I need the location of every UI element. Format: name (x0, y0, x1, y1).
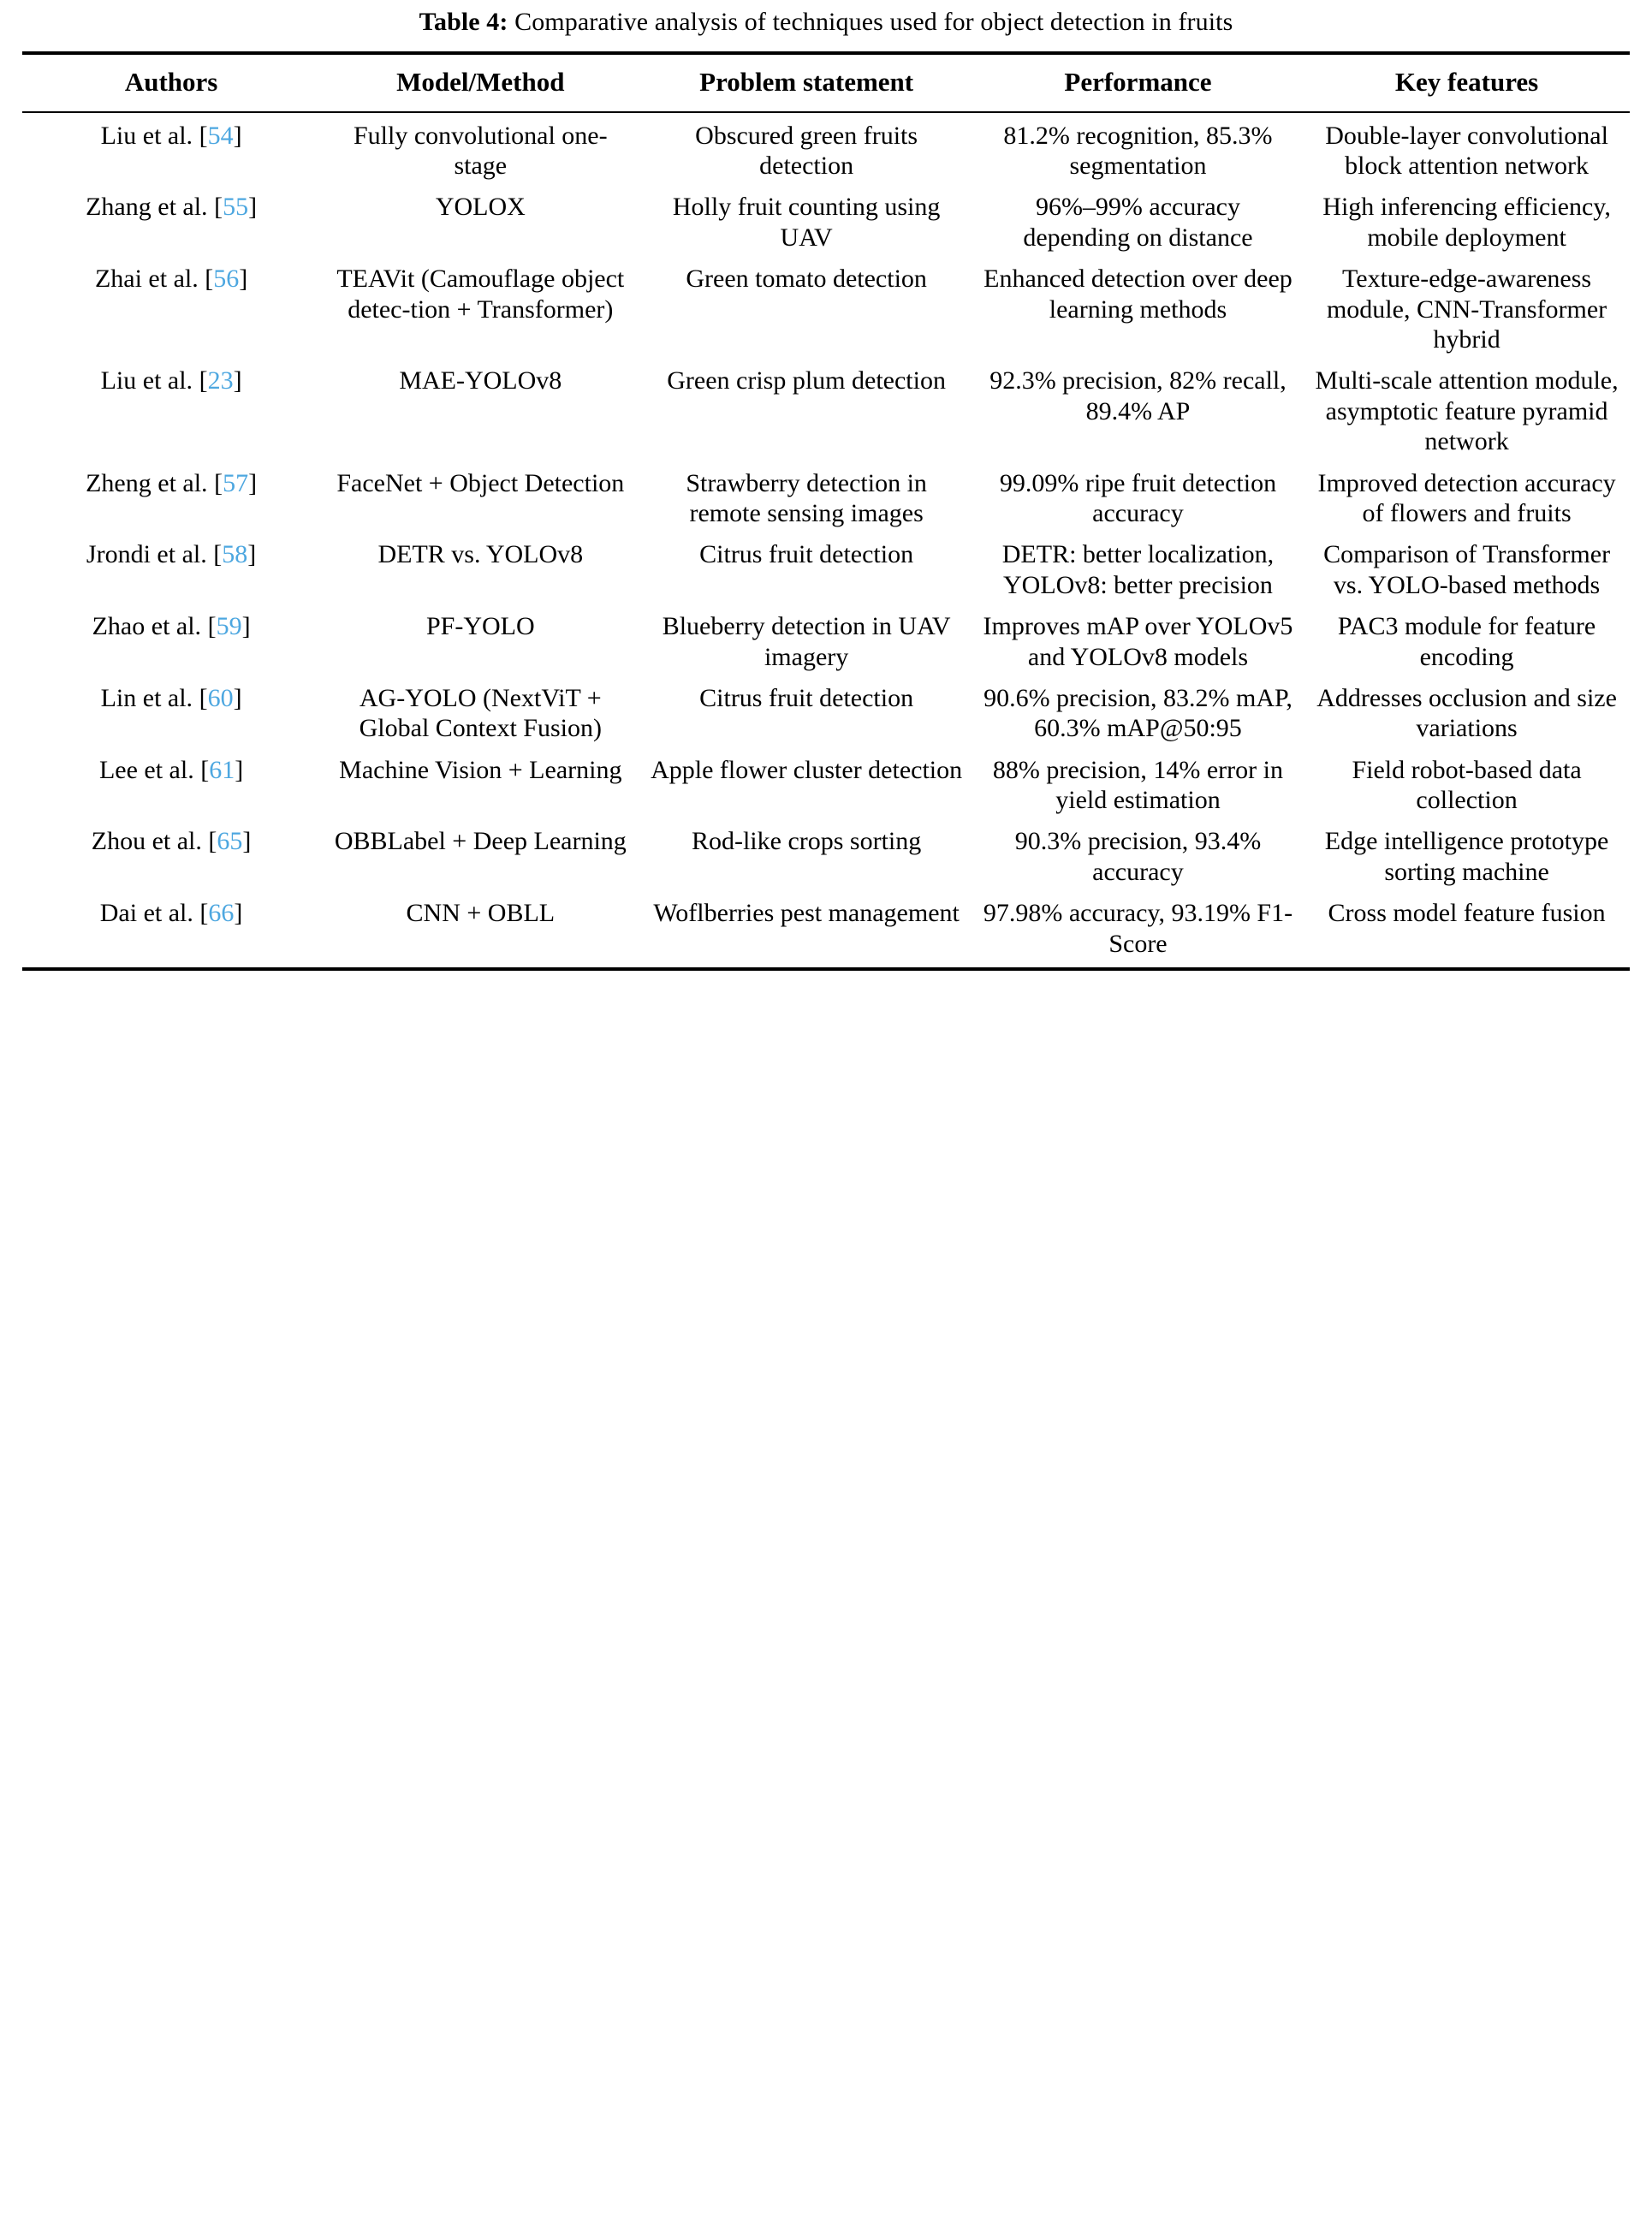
table-row (22, 747, 1630, 819)
citation-link[interactable]: 57 (223, 468, 249, 497)
citation-close-bracket: ] (235, 755, 244, 784)
citation-open-bracket: [ (199, 899, 209, 928)
cell-model-method: PF-YOLO (425, 612, 535, 641)
cell-problem-statement: Obscured green fruits detection (695, 121, 918, 181)
cell-performance: 92.3% precision, 82% recall, 89.4% AP (989, 366, 1287, 425)
citation-link[interactable]: 58 (222, 540, 248, 569)
cell-authors (22, 184, 320, 256)
cell-problem-statement: Woflberries pest management (653, 899, 960, 928)
table-caption (0, 0, 1652, 51)
cell-problem-statement: Citrus fruit detection (699, 540, 914, 569)
author-name: Zheng et al. (86, 468, 215, 497)
table-row (22, 184, 1630, 256)
cell-performance: Improves mAP over YOLOv5 and YOLOv8 models (983, 612, 1293, 671)
comparative-analysis-table (22, 51, 1630, 971)
citation-link[interactable]: 54 (207, 121, 234, 150)
cell-model-method: MAE-YOLOv8 (399, 366, 562, 395)
cell-key-features: Field robot-based data collection (1352, 755, 1582, 815)
cell-model-method: TEAVit (Camouflage object detec-tion + Transformer) (336, 265, 625, 324)
cell-key-features: Addresses occlusion and size variations (1316, 683, 1617, 743)
cell-performance: 81.2% recognition, 85.3% segmentation (1003, 121, 1273, 181)
citation-link[interactable]: 61 (209, 755, 235, 784)
citation-open-bracket: [ (207, 612, 217, 641)
column-header-performance: Performance (972, 53, 1304, 112)
citation-close-bracket: ] (233, 121, 242, 150)
cell-authors (22, 604, 320, 675)
citation-link[interactable]: 66 (208, 899, 235, 928)
citation-close-bracket: ] (247, 540, 257, 569)
citation-link[interactable]: 55 (223, 193, 249, 222)
table-caption-label: Table 4: (419, 8, 508, 36)
author-name: Lee et al. (98, 755, 201, 784)
cell-authors (22, 358, 320, 460)
table-caption-text: Comparative analysis of techniques used for object detection in fruits (508, 8, 1233, 36)
cell-authors (22, 818, 320, 890)
cell-performance: 90.3% precision, 93.4% accuracy (1014, 827, 1262, 886)
cell-performance: DETR: better localization, YOLOv8: better precision (1001, 540, 1275, 599)
cell-key-features: Texture-edge-awareness module, CNN-Transformer hybrid (1326, 265, 1607, 354)
cell-model-method: FaceNet + Object Detection (336, 468, 625, 497)
citation-open-bracket: [ (205, 265, 214, 294)
author-name: Zhao et al. (92, 612, 208, 641)
cell-key-features: Comparison of Transformer vs. YOLO-based methods (1323, 540, 1611, 599)
citation-link[interactable]: 59 (216, 612, 242, 641)
column-header-model-method: Model/Method (320, 53, 640, 112)
author-name: Lin et al. (100, 683, 199, 712)
table-row (22, 112, 1630, 185)
cell-authors (22, 747, 320, 819)
bottom-rule (22, 969, 1630, 971)
table-row (22, 675, 1630, 747)
cell-key-features: High inferencing efficiency, mobile deployment (1322, 193, 1611, 252)
citation-link[interactable]: 56 (213, 265, 240, 294)
author-name: Dai et al. (99, 899, 200, 928)
cell-model-method: Machine Vision + Learning (339, 755, 622, 784)
citation-open-bracket: [ (214, 468, 223, 497)
cell-performance: 90.6% precision, 83.2% mAP, 60.3% mAP@50:95 (983, 683, 1292, 743)
cell-key-features: PAC3 module for feature encoding (1337, 612, 1596, 671)
cell-model-method: YOLOX (435, 193, 526, 222)
author-name: Zhou et al. (91, 827, 209, 856)
table-row (22, 461, 1630, 532)
cell-authors (22, 532, 320, 604)
cell-problem-statement: Holly fruit counting using UAV (672, 193, 941, 252)
table-row (22, 890, 1630, 969)
table-row (22, 818, 1630, 890)
cell-key-features: Edge intelligence prototype sorting machine (1324, 827, 1609, 886)
cell-authors (22, 112, 320, 185)
cell-performance: 97.98% accuracy, 93.19% F1-Score (983, 899, 1293, 958)
citation-open-bracket: [ (199, 121, 208, 150)
author-name: Zhai et al. (94, 265, 205, 294)
cell-model-method: DETR vs. YOLOv8 (377, 540, 584, 569)
cell-problem-statement: Strawberry detection in remote sensing images (686, 468, 927, 527)
column-header-problem-statement: Problem statement (640, 53, 972, 112)
cell-problem-statement: Citrus fruit detection (699, 683, 914, 712)
citation-close-bracket: ] (242, 827, 252, 856)
cell-key-features: Cross model feature fusion (1328, 899, 1606, 928)
cell-problem-statement: Apple flower cluster detection (651, 755, 963, 784)
table-footer-rule (22, 969, 1630, 971)
cell-performance: 88% precision, 14% error in yield estimation (992, 755, 1283, 815)
cell-model-method: OBBLabel + Deep Learning (334, 827, 627, 856)
cell-authors (22, 256, 320, 358)
citation-open-bracket: [ (213, 540, 223, 569)
citation-open-bracket: [ (214, 193, 223, 222)
table-row (22, 532, 1630, 604)
cell-authors (22, 675, 320, 747)
cell-performance: 96%–99% accuracy depending on distance (1023, 193, 1253, 252)
citation-close-bracket: ] (239, 265, 248, 294)
citation-open-bracket: [ (199, 366, 208, 395)
cell-key-features: Improved detection accuracy of flowers and fruits (1317, 468, 1616, 527)
cell-performance: Enhanced detection over deep learning methods (983, 265, 1292, 324)
citation-close-bracket: ] (233, 366, 242, 395)
cell-key-features: Double-layer convolutional block attention network (1325, 121, 1608, 181)
citation-link[interactable]: 23 (207, 366, 234, 395)
citation-link[interactable]: 60 (207, 683, 234, 712)
table-row (22, 256, 1630, 358)
cell-authors (22, 461, 320, 532)
cell-problem-statement: Green tomato detection (686, 265, 927, 294)
cell-authors (22, 890, 320, 969)
cell-model-method: AG-YOLO (NextViT + Global Context Fusion) (359, 683, 602, 743)
table-header (22, 53, 1630, 112)
citation-close-bracket: ] (248, 468, 258, 497)
author-name: Zhang et al. (86, 193, 215, 222)
column-header-key-features: Key features (1304, 53, 1630, 112)
author-name: Jrondi et al. (86, 540, 214, 569)
citation-close-bracket: ] (241, 612, 251, 641)
citation-link[interactable]: 65 (217, 827, 243, 856)
table-body (22, 112, 1630, 969)
citation-close-bracket: ] (234, 899, 243, 928)
citation-open-bracket: [ (208, 827, 217, 856)
cell-problem-statement: Blueberry detection in UAV imagery (662, 612, 951, 671)
author-name: Liu et al. (100, 366, 199, 395)
cell-problem-statement: Rod-like crops sorting (691, 827, 922, 856)
table-row (22, 358, 1630, 460)
cell-model-method: CNN + OBLL (406, 899, 556, 928)
cell-performance: 99.09% ripe fruit detection accuracy (999, 468, 1277, 527)
citation-close-bracket: ] (233, 683, 242, 712)
cell-key-features: Multi-scale attention module, asymptotic feature pyramid network (1315, 366, 1619, 456)
citation-close-bracket: ] (248, 193, 258, 222)
table-row (22, 604, 1630, 675)
cell-model-method: Fully convolutional one-stage (353, 121, 608, 181)
cell-problem-statement: Green crisp plum detection (667, 366, 946, 395)
citation-open-bracket: [ (199, 683, 208, 712)
column-header-authors: Authors (22, 53, 320, 112)
author-name: Liu et al. (100, 121, 199, 150)
citation-open-bracket: [ (200, 755, 210, 784)
